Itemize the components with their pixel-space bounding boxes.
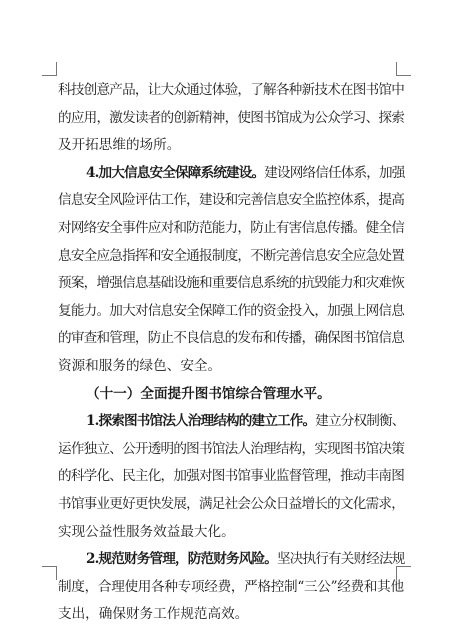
text-line: 信息安全风险评估工作，建设和完善信息安全监控体系，提高 — [58, 192, 405, 209]
text-line: 实现公益性服务效益最大化。 — [58, 523, 235, 540]
text-line: 息安全应急指挥和安全通报制度，不断完善信息安全应急处置 — [58, 247, 405, 264]
text-line: 书馆事业更好更快发展，满足社会公众日益增长的文化需求， — [58, 496, 405, 512]
text-line: 的应用，激发读者的创新精神，使图书馆成为公众学习、探索 — [58, 109, 405, 126]
text-line: 预案，增强信息基础设施和重要信息系统的抗毁能力和灾难恢 — [58, 275, 405, 292]
text-line: 对网络安全事件应对和防范能力，防止有害信息传播。健全信 — [58, 220, 405, 236]
text-line: 及开拓思维的场所。 — [58, 137, 181, 154]
text-line: 科技创意产品，让大众通过体验，了解各种新技术在图书馆中 — [58, 82, 405, 98]
section-heading-line: 1.探索图书馆法人治理结构的建立工作。建立分权制衡、 — [86, 413, 405, 430]
text-line: 制度，合理使用各种专项经费，严格控制“三公”经费和其他 — [58, 578, 404, 595]
chapter-heading-line: （十一）全面提升图书馆综合管理水平。 — [86, 385, 331, 402]
text-line: 的审查和管理，防止不良信息的发布和传播，确保图书馆信息 — [58, 330, 405, 347]
text-line: 资源和服务的绿色、安全。 — [58, 358, 222, 374]
text-line: 的科学化、民主化，加强对图书馆事业监督管理，推动丰南图 — [58, 468, 405, 485]
section-heading-line: 4.加大信息安全保障系统建设。建设网络信任体系，加强 — [86, 164, 405, 181]
section-heading-line: 2.规范财务管理，防范财务风险。坚决执行有关财经法规 — [86, 551, 405, 568]
text-line: 运作独立、公开透明的图书馆法人治理结构，实现图书馆决策 — [58, 440, 405, 457]
text-line: 支出，确保财务工作规范高效。 — [58, 606, 249, 623]
text-line: 复能力。加大对信息安全保障工作的资金投入，加强上网信息 — [58, 302, 405, 319]
